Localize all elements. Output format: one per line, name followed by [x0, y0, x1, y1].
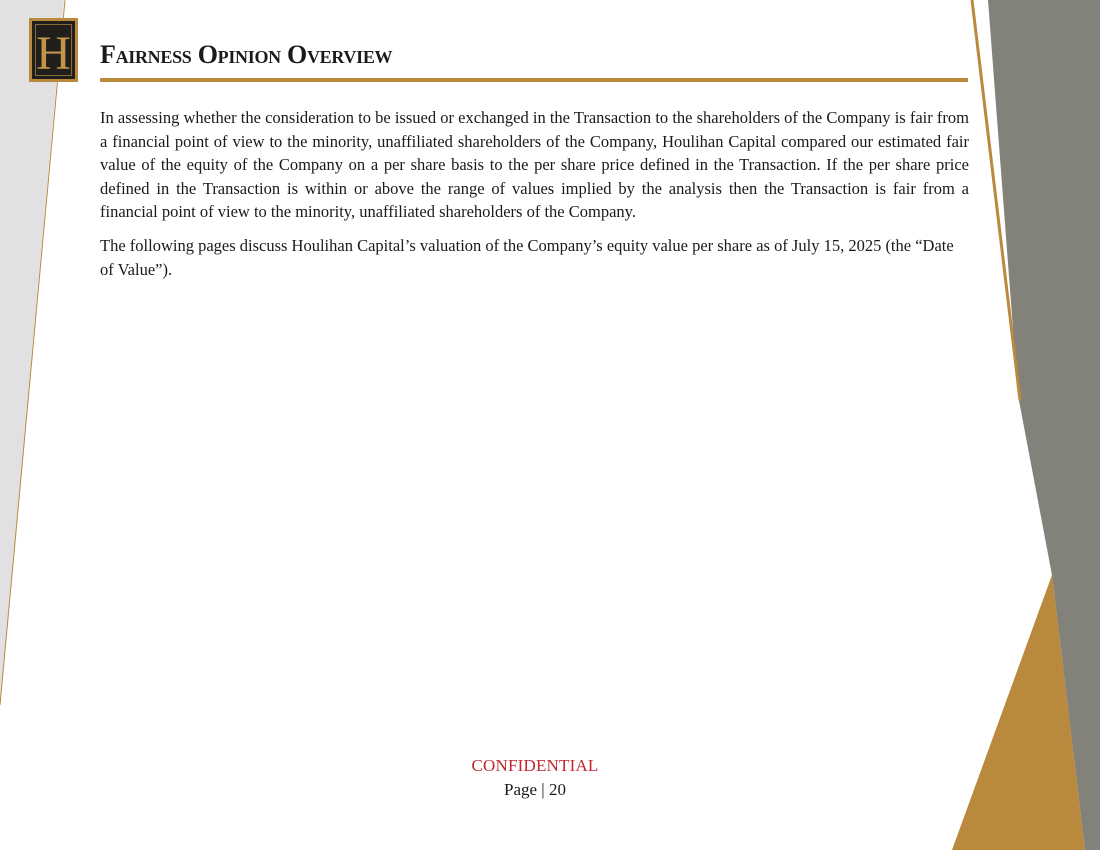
title-underline	[100, 78, 968, 82]
body-content	[100, 106, 969, 291]
paragraph-fairness-assessment: In assessing whether the consideration to be issued or exchanged in the Transaction to the shareholders of the Company is fair from a financial point of view to the minority, unaffiliated shareholders of the Company, Houlihan Capital compared our estimated fair value of the equity of the Company on a per share basis to the per share price defined in the Transaction. If the per share price defined in the Transaction is within or above the range of values implied by the analysis then the Transaction is fair from a financial point of view to the minority, unaffiliated shareholders of the Company.	[100, 108, 969, 222]
svg-text:H: H	[36, 27, 71, 79]
paragraph-valuation-date: The following pages discuss Houlihan Capital’s valuation of the Company’s equity value per share as of July 15, 2025 (the “Date of Value”).	[100, 235, 954, 279]
company-logo	[29, 18, 78, 82]
logo-letter-h	[32, 21, 75, 79]
page-number: Page | 20	[504, 780, 566, 799]
page-title: Fairness Opinion Overview	[100, 40, 393, 69]
confidential-label: CONFIDENTIAL	[471, 756, 599, 775]
